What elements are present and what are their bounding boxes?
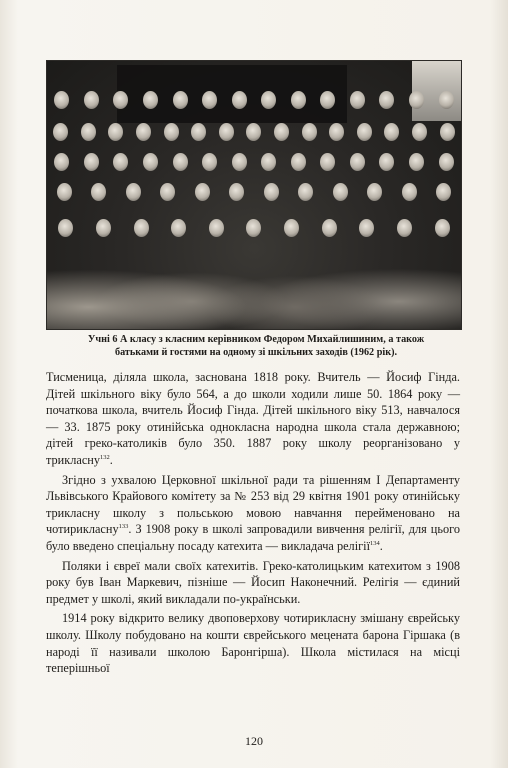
photo-row-3 [47, 153, 461, 171]
footnote-ref: 134 [369, 539, 380, 547]
paragraph-1: Тисменица, діляла школа, заснована 1818 року. Вчитель — Йосиф Гінда. Дітей шкільного віку було 564, а до школи ходили лише 50. 1864 року — початкова школа, вчитель Йосиф Гінда. Дітей шкільного віку 513, навчалося — 33. 1875 року отинійська однокласна народна школа стала державною; дітей греко-католиків було 350. 1887 року школу реорганізовано у трикласну$^{132}$. [46, 370, 460, 467]
body-text [46, 369, 460, 677]
group-photo [46, 60, 462, 330]
paragraph-4: 1914 року відкрито велику двоповерхову чотирикласну змішану єврейську школу. Школу побудовано на кошти єврейського мецената барона Гіршака (в народі її називали школою Баронгірша). Школа містилася на місці теперішньої [46, 611, 460, 676]
paragraph-2: Згідно з ухвалою Церковної шкільної ради та рішенням I Департаменту Львівського Крайового комітету за № 253 від 29 квітня 1901 року отинійську трикласну школу з польською мовою навчання перейменовано на чотирикласну$^{133}$. З 1908 року в школі запровадили вивчення релігії, для цього було введено спеціальну посаду катехита — викладача релігії$^{134}$. [46, 472, 460, 553]
caption-line-2: батьками й гостями на одному зі шкільних заходів (1962 рік). [114, 347, 398, 358]
photo-row-4 [47, 183, 461, 201]
footnote-ref: 132 [100, 453, 110, 461]
photo-row-2 [47, 123, 461, 141]
photo-row-back [47, 91, 461, 109]
seated-figures [47, 219, 461, 329]
paragraph-3: Поляки і євреї мали своїх катехитів. Греко-католицьким катехитом з 1908 року був Іван Маркевич, пізніше — Йосип Наконечний. Релігія — єдиний предмет у школі, який викладали по-українськи. [46, 558, 460, 606]
footnote-ref: 133 [118, 523, 129, 531]
page-number: 120 [245, 734, 263, 748]
caption-line-1: Учні 6 А класу з класним керівником Федором Михайлишиним, а також [87, 334, 425, 345]
photo-caption [56, 333, 456, 359]
